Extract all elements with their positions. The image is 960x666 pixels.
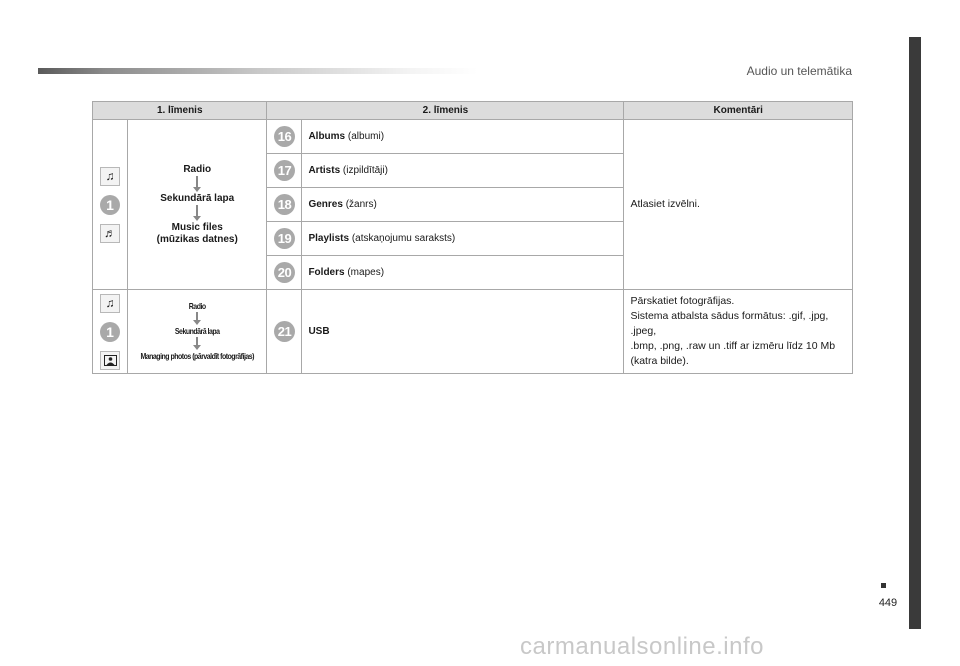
- comment-line: Sistema atbalsta sādus formātus: .gif, .jpg, .jpeg,: [630, 310, 829, 337]
- comment-line: .bmp, .png, .raw un .tiff ar izmēru līdz 10 Mb: [630, 340, 836, 352]
- comment-line: Pārskatiet fotogrāfijas.: [630, 295, 735, 307]
- item-desc: (izpildītāji): [340, 165, 388, 176]
- item-number-badge: 18: [274, 194, 295, 215]
- music-note-icon: ♫: [100, 167, 120, 186]
- item-number-badge: 16: [274, 126, 295, 147]
- photo-icon: [100, 351, 120, 370]
- item-desc: (albumi): [345, 131, 385, 142]
- path-step: Sekundārā lapa: [160, 192, 235, 204]
- item-number-cell: [267, 120, 302, 154]
- path-step: (mūzikas datnes): [156, 233, 238, 245]
- table-row: [93, 290, 853, 374]
- level1-icons-cell: [93, 290, 128, 374]
- item-label: [302, 188, 624, 222]
- item-number-cell: [267, 256, 302, 290]
- table-row: [93, 120, 853, 154]
- item-label: [302, 154, 624, 188]
- item-name: Albums: [308, 131, 346, 142]
- item-name: Folders: [308, 267, 345, 278]
- item-desc: (žanrs): [342, 199, 377, 210]
- item-number-badge: 20: [274, 262, 295, 283]
- arrow-down-icon: [191, 312, 203, 326]
- item-label: [302, 290, 624, 374]
- item-number-badge: 19: [274, 228, 295, 249]
- watermark: carmanualsonline.info: [520, 633, 764, 660]
- item-number-cell: [267, 222, 302, 256]
- item-desc: (mapes): [344, 267, 385, 278]
- item-name: Playlists: [308, 233, 350, 244]
- level1-icons-cell: [93, 120, 128, 290]
- comment-cell: [624, 290, 853, 374]
- column-header-comments: Komentāri: [624, 102, 853, 120]
- comment-cell: Atlasiet izvēlni.: [624, 120, 853, 290]
- column-header-level2: 2. līmenis: [267, 102, 624, 120]
- level-badge: 1: [100, 322, 120, 342]
- path-step: Sekundārā lapa: [174, 326, 220, 336]
- arrow-down-icon: [191, 176, 203, 193]
- path-step: Radio: [188, 301, 206, 311]
- item-label: [302, 120, 624, 154]
- section-title: Audio un telemātika: [746, 64, 852, 78]
- navigation-path: [128, 290, 267, 374]
- item-number-cell: [267, 290, 302, 374]
- navigation-path: [128, 120, 267, 290]
- item-name: Genres: [308, 199, 343, 210]
- arrow-down-icon: [191, 337, 203, 351]
- comment-line: (katra bilde).: [630, 355, 689, 367]
- side-strip: [909, 37, 921, 629]
- music-files-icon: ♬: [100, 224, 120, 243]
- path-step: Radio: [183, 163, 212, 175]
- item-name: USB: [308, 326, 330, 337]
- table-header-row: [93, 102, 853, 120]
- item-number-badge: 21: [274, 321, 295, 342]
- header-gradient-bar: [38, 68, 478, 74]
- level-badge: 1: [100, 195, 120, 215]
- item-number-cell: [267, 188, 302, 222]
- page-number: 449: [878, 597, 898, 609]
- item-label: [302, 222, 624, 256]
- item-number-cell: [267, 154, 302, 188]
- page-marker: [881, 583, 886, 588]
- item-desc: (atskaņojumu saraksts): [349, 233, 456, 244]
- path-step: Music files: [171, 221, 223, 233]
- arrow-down-icon: [191, 205, 203, 222]
- photo-glyph: [104, 355, 117, 366]
- item-name: Artists: [308, 165, 341, 176]
- item-number-badge: 17: [274, 160, 295, 181]
- path-step: Managing photos (pārvaldīt fotogrāfijas): [140, 351, 254, 361]
- column-header-level1: 1. līmenis: [93, 102, 267, 120]
- menu-table: [92, 101, 853, 374]
- music-note-icon: ♫: [100, 294, 120, 313]
- item-label: [302, 256, 624, 290]
